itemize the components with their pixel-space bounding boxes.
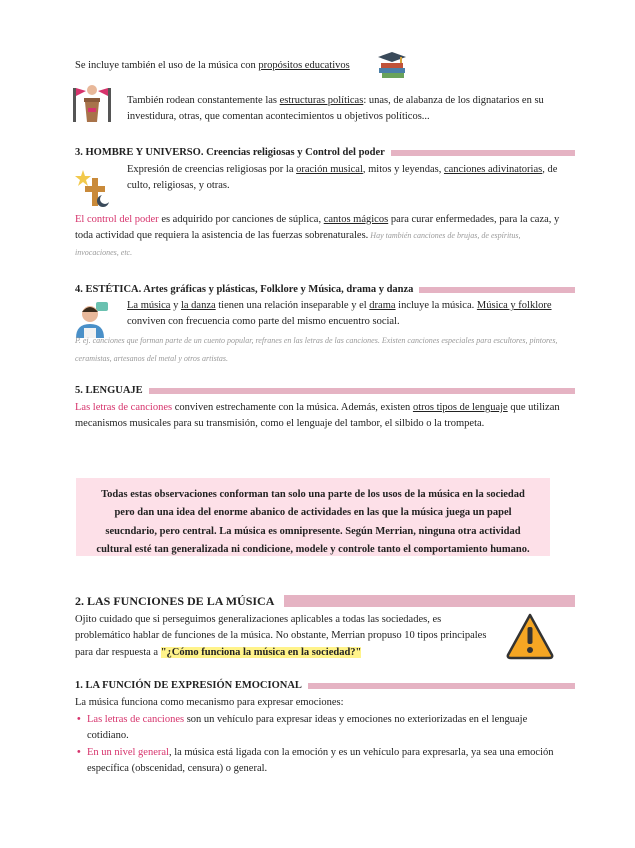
list-item	[87, 712, 562, 745]
functions-paragraph	[75, 612, 497, 661]
section5-text-end: que utilizan mecanismos musicales para su transmisión, como el lenguaje del tambor, el silbido o la trompeta.	[75, 402, 560, 430]
section3-paragraph2	[75, 212, 562, 261]
heading-bar	[391, 150, 575, 156]
bullet-text: son un vehículo para expresar ideas y emociones no exteriorizadas en el lenguaje cotidiano.	[87, 714, 528, 742]
section3-text-end: , de culto, religiosas, y otras.	[127, 164, 558, 192]
heading-bar	[284, 595, 575, 607]
section5-heading	[75, 383, 575, 399]
section4-and: y	[170, 300, 181, 311]
list-item	[87, 745, 562, 778]
cantos-magicos-link: cantos mágicos	[323, 214, 389, 225]
bullet-text: , la música está ligada con la emoción y es un vehículo para expresarla, ya sea una emoción específica (obscenidad, censura) o general.	[87, 746, 554, 774]
books-icon	[376, 50, 408, 80]
section5-heading-text: 5. LENGUAJE	[75, 385, 143, 396]
politics-text: También rodean constantemente las	[127, 95, 280, 106]
otros-lenguaje-link: otros tipos de lenguaje	[412, 402, 508, 413]
educ-text: Se incluye también el uso de la música con	[75, 60, 259, 71]
functions-heading	[75, 592, 575, 611]
summary-callout-text: Todas estas observaciones conforman tan solo una parte de los usos de la música en la sociedad pero dan una idea del enorme abanico de actividades en las que la música juega un papel seucndario, pero central. La música es omnipresente. Según Merrian, ninguna otra actividad cultural esté tan generalizada ni condicione, modele y controle tanto el comportamiento humano.	[96, 489, 530, 556]
section4-note	[75, 332, 562, 368]
bullet-label: Las letras de canciones	[87, 714, 185, 725]
section4-note-text: P. ej. canciones que forman parte de un cuento popular, refranes en las letras de las canciones. Existen canciones especiales para escultores, pintores, ceramistas, artesanos del metal y otros artistas.	[75, 336, 558, 363]
functions-text: Ojito cuidado que si perseguimos generalizaciones aplicables a todas las sociedades, es problemático hablar de funciones de la música. No obstante, Merrian propuso 10 tipos principales para dar respuesta a	[75, 614, 487, 658]
func1-heading-text: 1. LA FUNCIÓN DE EXPRESIÓN EMOCIONAL	[75, 680, 302, 691]
control-text: es adquirido por canciones de súplica,	[158, 214, 324, 225]
heading-bar	[419, 287, 575, 293]
podium-icon	[70, 82, 114, 124]
bullet-label: En un nivel general	[87, 746, 169, 758]
adivinatorias-link: canciones adivinatorias	[443, 164, 543, 175]
section3-heading-text: 3. HOMBRE Y UNIVERSO. Creencias religiosas y Control del poder	[75, 147, 385, 158]
func1-intro	[75, 695, 562, 711]
func1-list	[75, 712, 562, 777]
politics-link: estructuras políticas	[279, 95, 364, 106]
section3-paragraph1	[127, 162, 562, 195]
educ-line	[75, 58, 385, 74]
politics-text-end: : unas, de alabanza de los dignatarios en su investidura, otras, que comentan acontecimientos u objetivos políticos...	[127, 95, 544, 123]
oracion-link: oración musical	[296, 164, 363, 175]
section3-text: Expresión de creencias religiosas por la	[127, 164, 297, 175]
summary-callout	[76, 478, 550, 556]
danza-link: la danza	[180, 300, 216, 311]
folklore-link: Música y folklore	[476, 300, 552, 311]
section5-paragraph	[75, 400, 562, 433]
functions-heading-text: 2. LAS FUNCIONES DE LA MÚSICA	[75, 594, 275, 608]
section4-text-end: conviven con frecuencia como parte del mismo encuentro social.	[127, 316, 400, 328]
section4-heading-text: 4. ESTÉTICA. Artes gráficas y plásticas, Folklore y Música, drama y danza	[75, 284, 414, 295]
func1-heading	[75, 678, 575, 694]
section4-heading	[75, 282, 575, 298]
religion-symbols-icon	[73, 168, 113, 210]
musica-link: La música	[127, 300, 171, 311]
educ-link: propósitos educativos	[258, 60, 350, 71]
section3-text-mid: , mitos y leyendas,	[362, 164, 444, 175]
section4-text-mid: incluye la música.	[395, 300, 477, 311]
control-poder-label: El control del poder	[75, 214, 159, 225]
drama-link: drama	[369, 300, 396, 311]
section5-text: conviven estrechamente con la música. Además, existen	[172, 402, 413, 413]
control-note: Hay también canciones de brujas, de espíritus, invocaciones, etc.	[75, 231, 521, 257]
control-text-end: para curar enfermedades, para la caza, y toda actividad que requiera la asistencia de las fuerzas sobrenaturales.	[75, 214, 560, 242]
heading-bar	[308, 683, 575, 689]
warning-icon	[505, 612, 555, 660]
politics-paragraph	[127, 93, 562, 126]
functions-question: "¿Cómo funciona la música en la sociedad?"	[160, 646, 362, 658]
heading-bar	[149, 388, 575, 394]
section3-heading	[75, 145, 575, 161]
letras-label: Las letras de canciones	[75, 402, 173, 413]
section4-paragraph	[127, 298, 562, 331]
func1-intro-text: La música funciona como mecanismo para expresar emociones:	[75, 697, 344, 708]
section4-text: tienen una relación inseparable y el	[215, 300, 370, 311]
